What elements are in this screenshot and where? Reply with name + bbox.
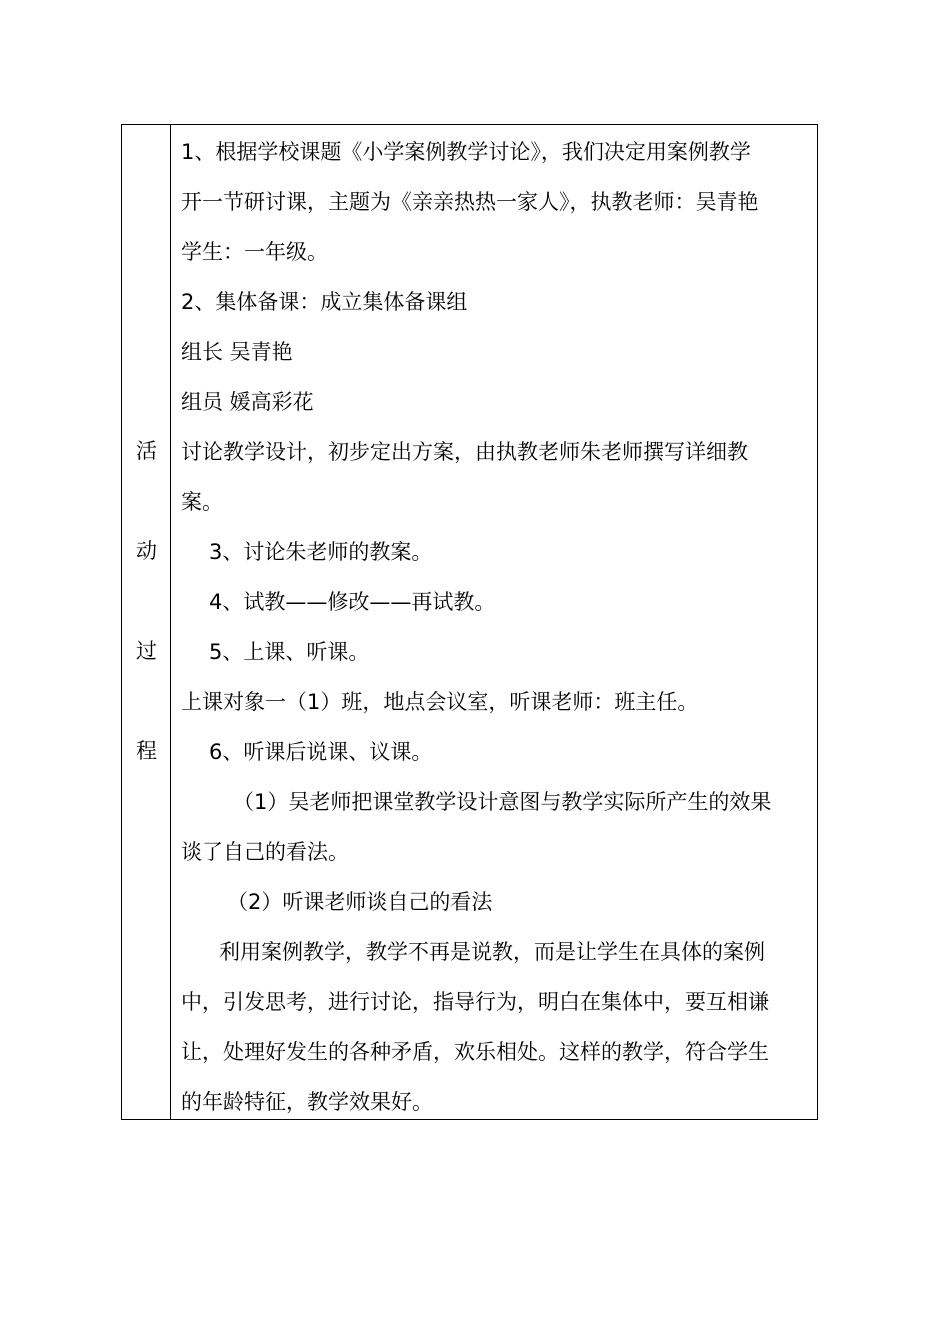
content-line: 2、集体备课：成立集体备课组 <box>181 290 468 314</box>
content-line: 1、根据学校课题《小学案例教学讨论》，我们决定用案例教学 <box>181 140 751 164</box>
label-char-4: 程 <box>136 739 157 763</box>
content-line: （1）吴老师把课堂教学设计意图与教学实际所产生的效果 <box>233 790 772 814</box>
content-line: 组长 吴青艳 <box>181 340 293 364</box>
content-line: 开一节研讨课，主题为《亲亲热热一家人》，执教老师：吴青艳 <box>181 190 759 214</box>
content-line: 的年龄特征，教学效果好。 <box>181 1090 433 1114</box>
content-line: 案。 <box>181 490 223 514</box>
activity-content <box>181 127 811 1127</box>
content-line: （2）听课老师谈自己的看法 <box>227 890 493 914</box>
content-line: 上课对象一（1）班，地点会议室，听课老师：班主任。 <box>181 690 699 714</box>
content-line: 利用案例教学，教学不再是说教，而是让学生在具体的案例 <box>219 940 765 964</box>
label-char-3: 过 <box>136 639 157 663</box>
content-line: 5、上课、听课。 <box>209 640 370 664</box>
content-line: 学生：一年级。 <box>181 240 328 264</box>
content-line: 6、听课后说课、议课。 <box>209 740 433 764</box>
activity-label-column <box>122 125 171 1119</box>
activity-table <box>121 124 818 1120</box>
content-line: 谈了自己的看法。 <box>181 840 349 864</box>
content-line: 组员 媛高彩花 <box>181 390 314 414</box>
label-char-1: 活 <box>136 439 157 463</box>
content-line: 讨论教学设计，初步定出方案，由执教老师朱老师撰写详细教 <box>181 440 748 464</box>
content-line: 3、讨论朱老师的教案。 <box>209 540 433 564</box>
content-line: 让，处理好发生的各种矛盾，欢乐相处。这样的教学，符合学生 <box>181 1040 769 1064</box>
content-line: 4、试教——修改——再试教。 <box>209 590 496 614</box>
content-line: 中，引发思考，进行讨论，指导行为，明白在集体中，要互相谦 <box>181 990 769 1014</box>
label-char-2: 动 <box>136 539 157 563</box>
